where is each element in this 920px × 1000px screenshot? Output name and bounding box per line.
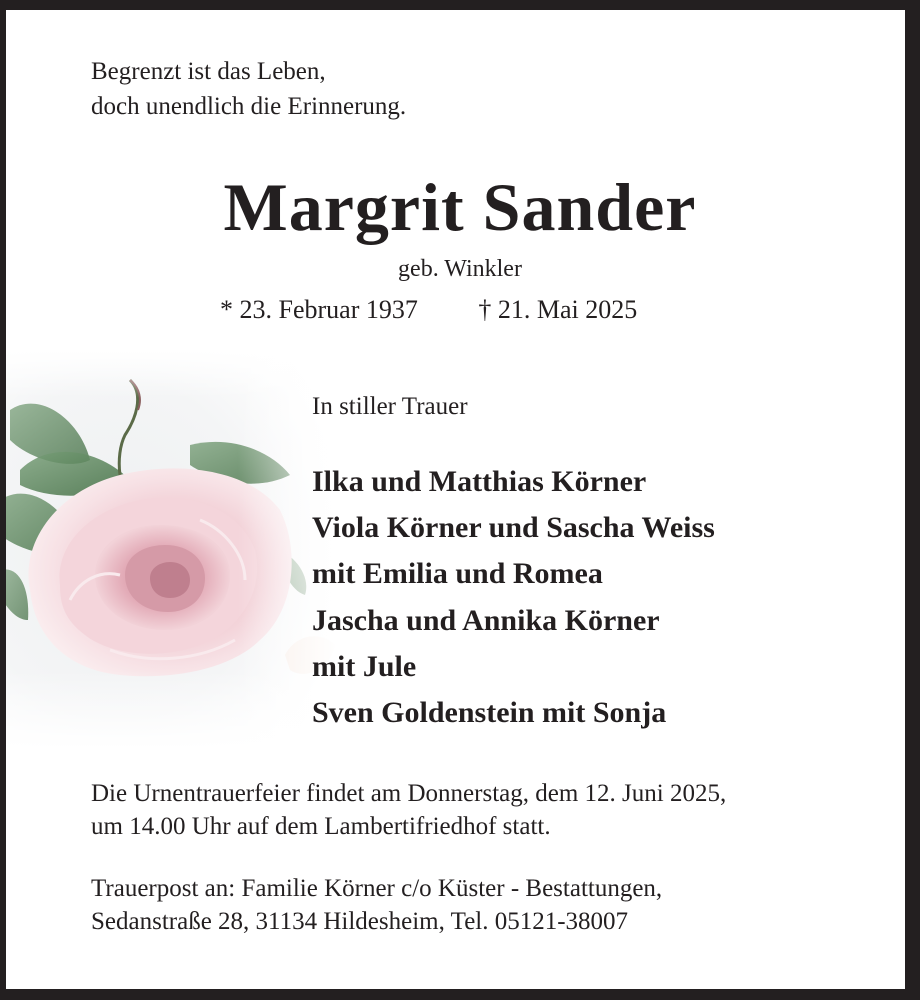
condolence-address (91, 872, 662, 938)
mourner-line: Ilka und Matthias Körner (312, 465, 647, 498)
obituary-notice (6, 10, 905, 989)
rose-image (6, 350, 340, 750)
deceased-name: Margrit Sander (223, 169, 697, 245)
mourners-list (312, 459, 715, 736)
mourner-line: Jascha und Annika Körner (312, 603, 660, 637)
death-date: † 21. Mai 2025 (478, 295, 638, 324)
motto-quote (91, 54, 406, 124)
motto-line: doch unendlich die Erinnerung. (91, 93, 407, 120)
address-line: Trauerpost an: Familie Körner c/o Küster - Bestattungen, (91, 875, 663, 902)
ceremony-info (91, 777, 726, 843)
birth-date: * 23. Februar 1937 (220, 295, 418, 324)
ceremony-line: Die Urnentrauerfeier findet am Donnerstag, dem 12. Juni 2025, (91, 780, 727, 807)
address-line: Sedanstraße 28, 31134 Hildesheim, Tel. 05121-38007 (91, 908, 629, 935)
mourning-intro: In stiller Trauer (312, 393, 468, 420)
mourner-line: mit Emilia und Romea (312, 557, 603, 591)
mourner-line: Viola Körner und Sascha Weiss (312, 511, 715, 545)
motto-line: Begrenzt ist das Leben, (91, 58, 326, 85)
rose-icon (6, 350, 340, 750)
mourner-line: Sven Goldenstein mit Sonja (312, 696, 667, 730)
maiden-name: geb. Winkler (398, 256, 522, 282)
mourner-line: mit Jule (312, 649, 417, 683)
ceremony-line: um 14.00 Uhr auf dem Lambertifriedhof statt. (91, 813, 551, 840)
life-dates (220, 293, 637, 327)
